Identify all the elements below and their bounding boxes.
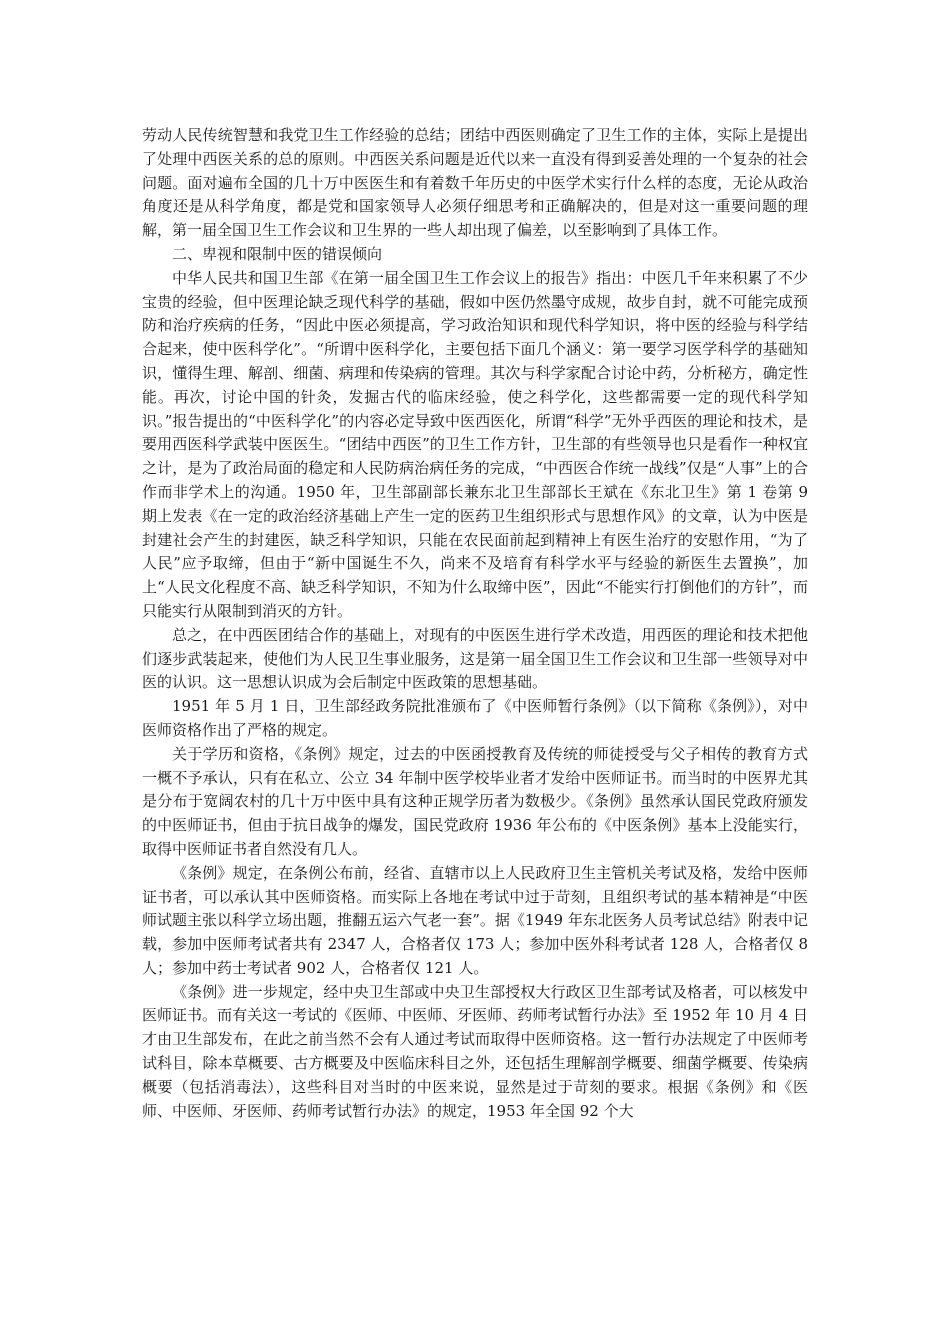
paragraph-continuation: 劳动人民传统智慧和我党卫生工作经验的总结；团结中西医则确定了卫生工作的主体，实际上是提出了处理中西医关系的总的原则。中西医关系问题是近代以来一直没有得到妥善处理的一个复杂的社会问题。面对遍布全国的几十万中医医生和有着数千年历史的中医学术实行什么样的态度，无论从政治角度还是从科学角度，都是党和国家领导人必须仔细思考和正确解决的，但是对这一重要问题的理解，第一届全国卫生工作会议和卫生界的一些人却出现了偏差，以至影响到了具体工作。 — [142, 126, 808, 240]
document-page — [142, 124, 808, 1123]
paragraph: 1951 年 5 月 1 日，卫生部经政务院批准颁布了《中医师暂行条例》（以下简称《条例》），对中医师资格作出了严格的规定。 — [142, 697, 808, 739]
paragraph: 总之，在中西医团结合作的基础上，对现有的中医医生进行学术改造，用西医的理论和技术把他们逐步武装起来，使他们为人民卫生事业服务，这是第一届全国卫生工作会议和卫生部一些领导对中医的认识。这一思想认识成为会后制定中医政策的思想基础。 — [142, 625, 808, 692]
paragraph: 中华人民共和国卫生部《在第一届全国卫生工作会议上的报告》指出：中医几千年来积累了不少宝贵的经验，但中医理论缺乏现代科学的基础，假如中医仍然墨守成规，故步自封，就不可能完成预防和治疗疾病的任务，“因此中医必须提高，学习政治知识和现代科学知识，将中医的经验与科学结合起来，使中医科学化”。“所谓中医科学化，主要包括下面几个涵义：第一要学习医学科学的基础知识，懂得生理、解剖、细菌、病理和传染病的管理。其次与科学家配合讨论中药，分析秘方，确定性能。再次，讨论中国的针灸，发掘古代的临床经验，使之科学化，这些都需要一定的现代科学知识。”报告提出的“中医科学化”的内容必定导致中医西医化，所谓“科学”无外乎西医的理论和技术，是要用西医科学武装中医医生。“团结中西医”的卫生工作方针，卫生部的有些领导也只是看作一种权宜之计，是为了政治局面的稳定和人民防病治病任务的完成，“中西医合作统一战线”仅是“人事”上的合作而非学术上的沟通。1950 年，卫生部副部长兼东北卫生部部长王斌在《东北卫生》第 1 卷第 9 期上发表《在一定的政治经济基础上产生一定的医药卫生组织形式与思想作风》的文章，认为中医是封建社会产生的封建医，缺乏科学知识，只能在农民面前起到精神上有医生治疗的安慰作用，“为了人民”应予取缔，但由于“新中国诞生不久，尚来不及培育有科学水平与经验的新医生去置换”，加上“人民文化程度不高、缺乏科学知识，不知为什么取缔中医”，因此“不能实行打倒他们的方针”，而只能实行从限制到消灭的方针。 — [142, 268, 808, 620]
paragraph: 《条例》规定，在条例公布前，经省、直辖市以上人民政府卫生主管机关考试及格，发给中医师证书者，可以承认其中医师资格。而实际上各地在考试中过于苛刻，且组织考试的基本精神是“中医师试题主张以科学立场出题，推翻五运六气老一套”。据《1949 年东北医务人员考试总结》附表中记载，参加中医师考试者共有 2347 人，合格者仅 173 人；参加中医外科考试者 128 人，合格者仅 8 人；参加中药士考试者 902 人，合格者仅 121 人。 — [142, 863, 808, 977]
paragraph: 关于学历和资格，《条例》规定，过去的中医函授教育及传统的师徒授受与父子相传的教育方式一概不予承认，只有在私立、公立 34 年制中医学校毕业者才发给中医师证书。而当时的中医界尤其是分布于宽阔农村的几十万中医中具有这种正规学历者为数极少。《条例》虽然承认国民党政府颁发的中医师证书，但由于抗日战争的爆发，国民党政府 1936 年公布的《中医条例》基本上没能实行，取得中医师证书者自然没有几人。 — [142, 744, 808, 858]
paragraph: 《条例》进一步规定，经中央卫生部或中央卫生部授权大行政区卫生部考试及格者，可以核发中医师证书。而有关这一考试的《医师、中医师、牙医师、药师考试暂行办法》至 1952 年 10 月 4 日才由卫生部发布，在此之前当然不会有人通过考试而取得中医师资格。这一暂行办法规定了中医师考试科目，除本草概要、古方概要及中医临床科目之外，还包括生理解剖学概要、细菌学概要、传染病概要（包括消毒法），这些科目对当时的中医来说，显然是过于苛刻的要求。根据《条例》和《医师、中医师、牙医师、药师考试暂行办法》的规定，1953 年全国 92 个大 — [142, 982, 808, 1120]
section-heading: 二、卑视和限制中医的错误倾向 — [172, 244, 383, 263]
